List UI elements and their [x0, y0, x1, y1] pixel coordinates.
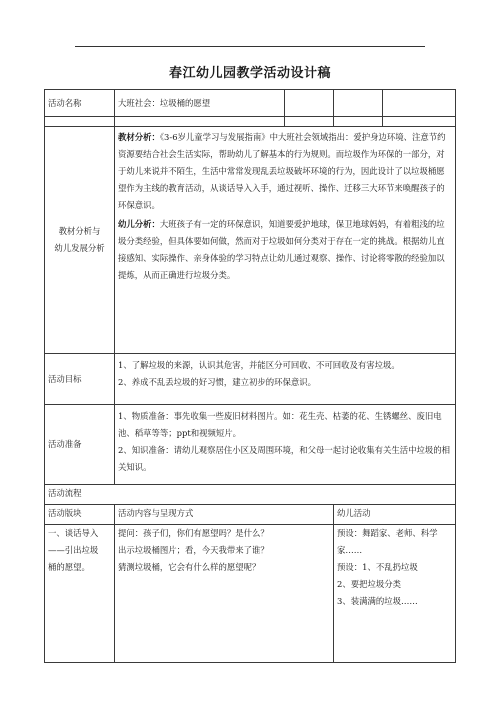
col-child-header: 幼儿活动: [334, 505, 456, 525]
goals-content: [115, 354, 456, 405]
step-content-line1: 提问：孩子们，你们有愿望吗？是什么？: [118, 528, 269, 538]
step-block-line1: 一、谈话导入: [48, 528, 99, 538]
step-child-activity: [334, 525, 456, 663]
document-title: 春江幼儿园教学活动设计稿: [168, 66, 331, 81]
step-content-line2: 出示垃圾桶图片；看，今天我带来了谁？: [118, 545, 269, 555]
empty-cell: [285, 117, 334, 127]
flow-header-row: [45, 505, 456, 525]
empty-cell: [285, 90, 334, 117]
empty-cell: [383, 117, 456, 127]
step-child-line2: 预设：1、不乱扔垃圾: [337, 562, 418, 572]
activity-name-row: [45, 90, 456, 117]
step-child-line3: 2、要把垃圾分类: [337, 579, 401, 589]
goals-row: [45, 354, 456, 405]
empty-cell: [383, 90, 456, 117]
prep-content: [115, 405, 456, 485]
col-content-header: 活动内容与呈现方式: [115, 505, 334, 525]
step-child-line4: 3、装满满的垃圾……: [337, 596, 418, 606]
flow-row: [45, 485, 456, 505]
material-analysis: [118, 129, 452, 214]
empty-cell: [45, 117, 115, 127]
step-block: [45, 525, 115, 663]
material-text: 《3-6岁儿童学习与发展指南》中大班社会领域指出：爱护身边环境、注意节约资源要结合社会生活实际，帮助幼儿了解基本的行为规则。而垃圾作为环保的一部分，对于幼儿来说并不陌生，生活中常常发现乱丢垃圾破坏环境的行为，因此设计了以垃圾桶愿望作为主线的教育活动，从谈话导入入手，通过视听、操作、迁移三大环节来唤醒孩子的环保意识。: [118, 132, 446, 210]
col-block-header: 活动版块: [45, 505, 115, 525]
spacer-row: [45, 117, 456, 127]
flow-label: 活动流程: [45, 485, 456, 505]
child-heading: 幼儿分析：: [118, 219, 160, 229]
child-text: 大班孩子有一定的环保意识，知道要爱护地球，保卫地球妈妈，有着粗浅的垃圾分类经验，但具体要如何做，然而对于垃圾如何分类对于存在一定的挑战。根据幼儿直接感知、实际操作、亲身体验的学习特点让幼儿通过观察、操作、讨论将零散的经验加以提炼，从而正确进行垃圾分类。: [118, 219, 445, 280]
header-rule: [75, 46, 425, 47]
analysis-label: [45, 127, 115, 354]
step-block-line3: 桶的愿望。: [48, 562, 90, 572]
analysis-label-line2: 幼儿发展分析: [54, 243, 105, 253]
analysis-label-line1: 教材分析与: [58, 226, 101, 236]
analysis-row: [45, 127, 456, 354]
prep-item-2: 2、知识准备：请幼儿观察居住小区及周围环境，和父母一起讨论收集有关生活中垃圾的相关知识。: [118, 445, 450, 472]
goal-item-1: 1、了解垃圾的来源，认识其危害，并能区分可回收、不可回收及有害垃圾。: [118, 360, 400, 370]
empty-cell: [115, 117, 285, 127]
material-heading: 教材分析：: [118, 132, 160, 142]
step-content-line3: 猜测垃圾桶，它会有什么样的愿望呢？: [118, 562, 261, 572]
prep-label: 活动准备: [45, 405, 115, 485]
lesson-plan-table: [44, 89, 456, 663]
activity-name-value: 大班社会：垃圾桶的愿望: [115, 90, 285, 117]
goal-item-2: 2、养成不乱丢垃圾的好习惯，建立初步的环保意识。: [118, 377, 316, 387]
step-block-line2: ——引出垃圾: [48, 545, 99, 555]
step-content: [115, 525, 334, 663]
step-child-line1: 预设：舞蹈家、老师、科学家……: [337, 528, 438, 555]
prep-row: [45, 405, 456, 485]
empty-cell: [334, 90, 383, 117]
goals-label: 活动目标: [45, 354, 115, 405]
activity-name-label: 活动名称: [45, 90, 115, 117]
empty-cell: [334, 117, 383, 127]
prep-item-1: 1、物质准备：事先收集一些废旧材料图片。如：花生壳、枯萎的花、生锈螺丝、废旧电池、稻草等等；ppt和视频短片。: [118, 411, 442, 438]
child-analysis: [118, 216, 452, 284]
analysis-content: [115, 127, 456, 354]
flow-step-row: [45, 525, 456, 663]
